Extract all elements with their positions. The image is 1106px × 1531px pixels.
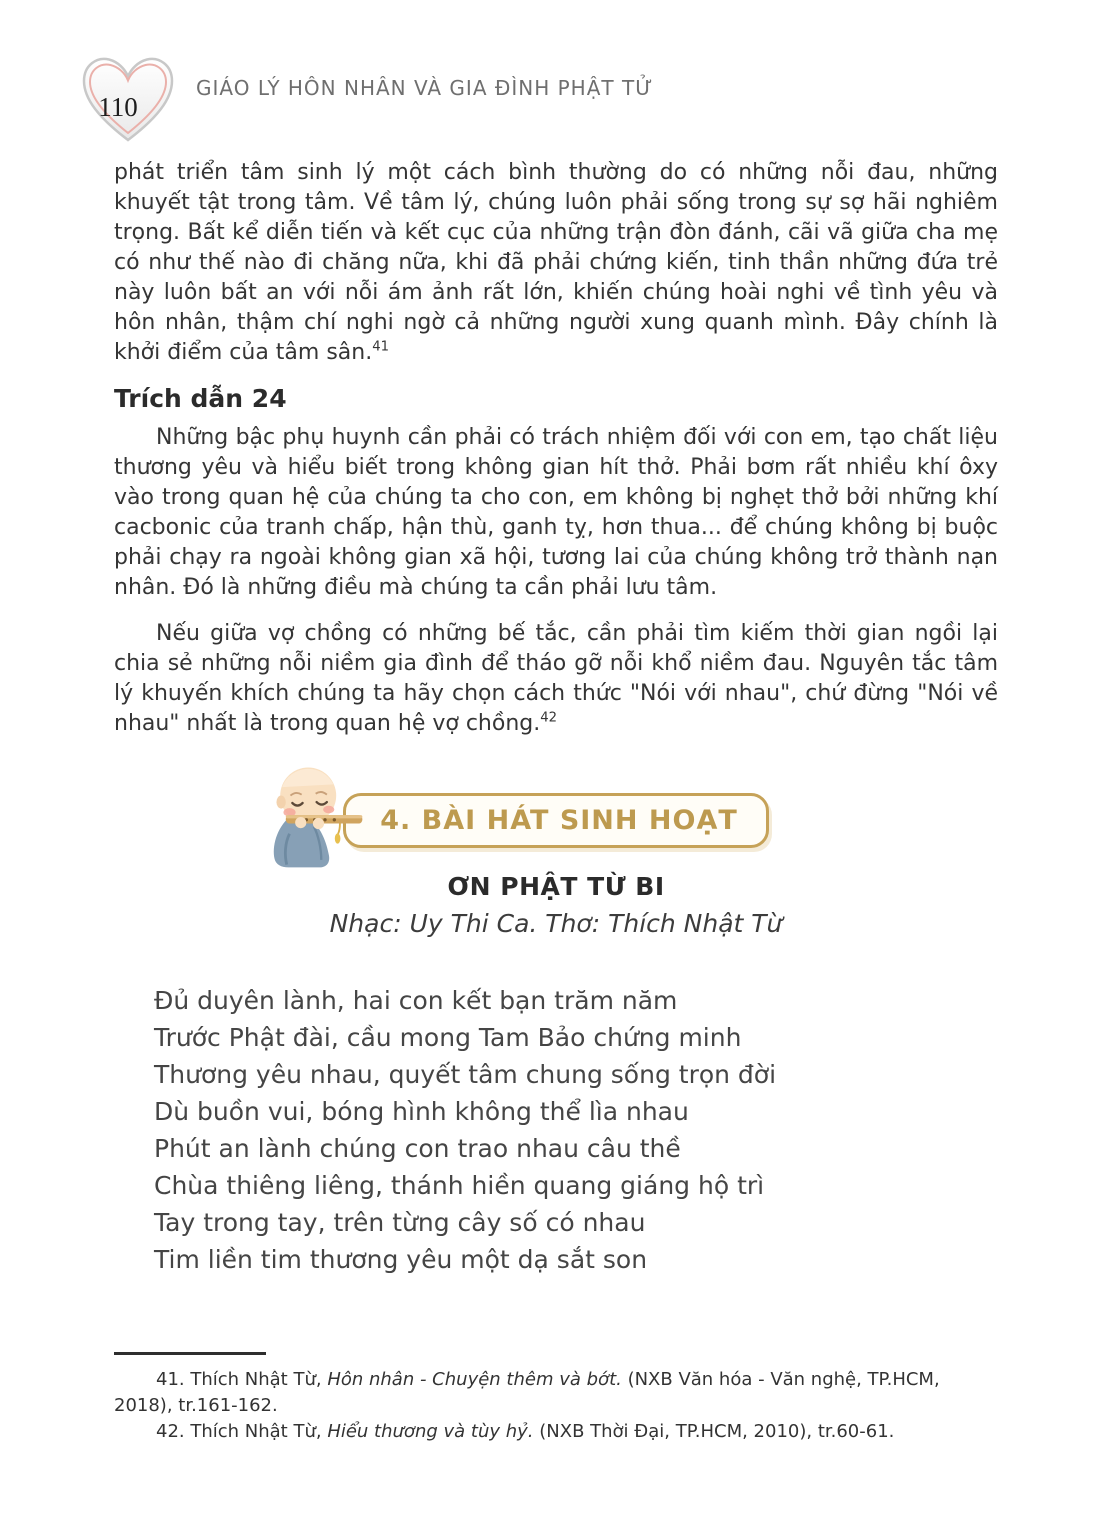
lyric-line: Tim liền tim thương yêu một dạ sắt son — [154, 1245, 648, 1274]
paragraph-3 — [114, 619, 998, 739]
paragraph-1-text: phát triển tâm sinh lý một cách bình thường do có những nỗi đau, những khuyết tật trong tâm. Về tâm lý, chúng luôn phải sống trong sự sợ hãi nghiêm trọng. Bất kể diễn tiến và kết cục của những trận đòn đánh, cãi vã giữa cha mẹ có như thế nào đi chăng nữa, khi đã phải chứng kiến, tinh thần những đứa trẻ này luôn bất an với nỗi ám ảnh rất lớn, khiến chúng hoài nghi về tình yêu và hôn nhân, thậm chí nghi ngờ cả những người xung quanh mình. Đây chính là khởi điểm của tâm sân. — [114, 160, 998, 365]
footnote-ref-41: 41 — [372, 339, 389, 355]
paragraph-2-text: Những bậc phụ huynh cần phải có trách nhiệm đối với con em, tạo chất liệu thương yêu và hiểu biết trong không gian hít thở. Phải bơm rất nhiều khí ôxy vào trong quan hệ của chúng ta cho con, em không bị nghẹt thở bởi những khí cacbonic của tranh chấp, hận thù, ganh tỵ, hơn thua... để chúng không bị buộc phải chạy ra ngoài không gian xã hội, tương lai của chúng không trở thành nạn nhân. Đó là những điều mà chúng ta cần phải lưu tâm. — [114, 425, 998, 600]
footnote-42-head: 42. Thích Nhật Từ, — [156, 1421, 328, 1442]
song-lyrics — [114, 982, 998, 1278]
footnotes — [114, 1352, 1000, 1445]
lyric-line: Đủ duyên lành, hai con kết bạn trăm năm — [154, 986, 678, 1015]
running-header-title: GIÁO LÝ HÔN NHÂN VÀ GIA ĐÌNH PHẬT TỬ — [196, 76, 654, 100]
paragraph-3-text: Nếu giữa vợ chồng có những bế tắc, cần phải tìm kiếm thời gian ngồi lại chia sẻ những nỗi niềm gia đình để tháo gỡ nỗi khổ niềm đau. Nguyên tắc tâm lý khuyến khích chúng ta hãy chọn cách thức "Nói với nhau", chứ đừng "Nói về nhau" nhất là trong quan hệ vợ chồng. — [114, 621, 998, 736]
song-credit: Nhạc: Uy Thi Ca. Thơ: Thích Nhật Từ — [329, 909, 783, 938]
page-number: 110 — [98, 92, 138, 122]
page-header — [76, 52, 653, 148]
section-banner-label: 4. BÀI HÁT SINH HOẠT — [343, 793, 769, 848]
footnote-41-tail: (NXB Văn hóa - Văn nghệ, TP.HCM, 2018), tr.161-162. — [114, 1369, 940, 1416]
footnote-41-title: Hôn nhân - Chuyện thêm và bớt. — [327, 1369, 622, 1390]
footnote-42 — [114, 1419, 1000, 1445]
section-banner-row — [114, 793, 998, 848]
quote-heading: Trích dẫn 24 — [114, 384, 287, 413]
lyric-line: Phút an lành chúng con trao nhau câu thề — [154, 1134, 681, 1163]
heart-page-number-badge — [76, 52, 180, 148]
song-title: ƠN PHẬT TỪ BI — [447, 872, 665, 901]
footnote-ref-42: 42 — [540, 710, 557, 726]
lyric-line: Trước Phật đài, cầu mong Tam Bảo chứng minh — [154, 1023, 742, 1052]
lyric-line: Thương yêu nhau, quyết tâm chung sống trọn đời — [154, 1060, 777, 1089]
footnote-42-title: Hiểu thương và tùy hỷ. — [327, 1421, 534, 1442]
lyric-line: Dù buồn vui, bóng hình không thể lìa nhau — [154, 1097, 689, 1126]
footnote-41-head: 41. Thích Nhật Từ, — [156, 1369, 328, 1390]
lyric-line: Tay trong tay, trên từng cây số có nhau — [154, 1208, 646, 1237]
lyric-line: Chùa thiêng liêng, thánh hiền quang giáng hộ trì — [154, 1171, 765, 1200]
footnote-42-tail: (NXB Thời Đại, TP.HCM, 2010), tr.60-61. — [533, 1421, 895, 1442]
footnote-41 — [114, 1367, 1000, 1419]
page-body — [114, 158, 998, 1278]
paragraph-2 — [114, 423, 998, 603]
monk-playing-flute-icon — [259, 761, 363, 873]
footnote-divider — [114, 1352, 266, 1355]
section-banner — [343, 793, 769, 848]
paragraph-1 — [114, 158, 998, 368]
